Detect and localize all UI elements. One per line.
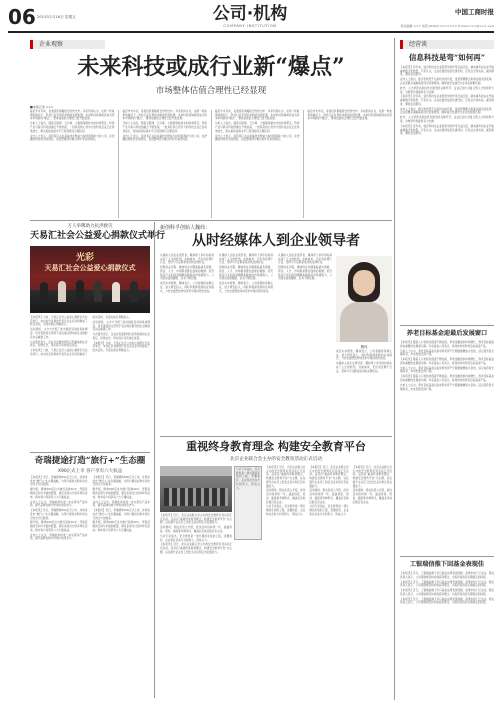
main-byline: ■本报记者 ××× (30, 105, 54, 109)
photo-banner-text: 光彩 (76, 253, 95, 263)
date-line: 2015年1月16日 星期五 (37, 15, 76, 19)
left-story1-body (30, 316, 150, 450)
left-story2-paragraph: 业内人士认为，奇瑞此举将进一步完善其产品布局，提升品牌在细分市场中的竞争力。 (30, 500, 88, 508)
portrait-face (353, 270, 375, 296)
divider (400, 325, 494, 326)
right-story2-paragraph: 【本报讯】随着人口老龄化程度不断加深，养老金融需求持续增长，养老目标基金迎来重要的发展窗口期。多家基金公司表示，将加快布局养老目标基金产品。 (400, 358, 494, 365)
main-subhead: 市场整体估值合理性已经显现 (155, 86, 267, 96)
main-paragraph: 分析人士指出，随着互联网、云计算、大数据等新技术的快速普及，传统产业与新兴科技的融合不断加深，一批具有核心竞争力的科技企业正在快速成长，相关板块估值水平已回到相对合理区间。 (215, 122, 300, 133)
left-story2-paragraph: 据介绍，捷途X90定位为旅行家族SUV，凭借宽敞的空间与丰富的配置，满足家庭出行的多样化需求。购车客户将享有六大专属权益。 (30, 521, 88, 532)
education-event-photo (160, 466, 232, 512)
feature-paragraph: 从媒体人到企业领导者，魏炜用十余年的时间完成了人生的转型。在她看来，无论身处哪个行业，坚持与专注都是成功的关键所在。 (278, 254, 332, 265)
right-story3-paragraph: 【本报讯】近日，工银瑞信旗下多只基金业绩表现亮眼，获得市场广泛关注。相关负责人表示，公司将继续坚持价值投资理念，为投资者创造长期稳定的回报。 (400, 580, 494, 588)
feature-body-continued (336, 350, 392, 434)
main-paragraph: 分析人士指出，随着互联网、云计算、大数据等新技术的快速普及，传统产业与新兴科技的融合不断加深，一批具有核心竞争力的科技企业正在快速成长，相关板块估值水平已回到相对合理区间。 (30, 122, 115, 133)
sidebar-quote (234, 466, 262, 540)
right-story2-title: 养老目标基金迎最后发展窗口 (406, 330, 488, 337)
right-story2-paragraph: 分析人士认为，养老目标基金以追求养老资产长期稳健增值为目的，适合投资者长期持有，未来发展空间广阔。 (400, 383, 494, 391)
left-story2-paragraph: 【本报讯】近日，奇瑞捷途X90正式上市，并同步发布“旅行+”生态圈战略，为用户提供从购车到出行的全方位服务。 (30, 476, 88, 487)
main-story-body (30, 110, 392, 218)
right-story1-paragraph: 【本报讯】近年来，信息科技在企业经营中的作用日益凸显，越来越多的企业开始重视数字化转型。专家认为，企业在推进信息化建设时，应结合自身实际，循序渐进，避免盲目跟风。 (400, 95, 494, 106)
section-subtitle: COMPANY INSTITUTION (223, 24, 277, 28)
right-story2-paragraph: 【本报讯】随着人口老龄化程度不断加深，养老金融需求持续增长，养老目标基金迎来重要的发展窗口期。多家基金公司表示，将加快布局养老目标基金产品。 (400, 341, 494, 348)
main-paragraph: 临近岁末年初，各类投资策略报告纷纷出炉。多家机构认为，在新一轮政策的推动下，科技行业有望迎来新的发展机遇，未来科技领域或将成为资本市场新的“爆点”，整体估值的合理性已经开始显现。 (215, 110, 300, 121)
right-story1-paragraph: 业内人士指出，数字化转型不仅是技术的升级，更是管理理念和商业模式的变革。企业需要从战略高度进行统筹规划，确保信息化建设与业务发展相匹配。 (400, 78, 494, 85)
main-paragraph: 临近岁末年初，各类投资策略报告纷纷出炉。多家机构认为，在新一轮政策的推动下，科技行业有望迎来新的发展机遇，未来科技领域或将成为资本市场新的“爆点”，整体估值的合理性已经开始显现。 (122, 110, 207, 121)
contact-info: 责任编辑 ××× 电话:(010)×××××××× E-mail:×××@×××.com (400, 24, 494, 28)
left-story2-paragraph: 【本报讯】近日，奇瑞捷途X90正式上市，并同步发布“旅行+”生态圈战略，为用户提供从购车到出行的全方位服务。 (92, 476, 150, 487)
main-paragraph: 业内人士表示，投资者应关注具备技术壁垒与持续盈利能力的公司，在把握结构性机会的同时，也需警惕部分概念炒作带来的风险。 (215, 134, 300, 142)
photo-banner-subtext: 天易汇社会公益爱心捐款仪式 (44, 263, 136, 272)
bottom-paragraph: 活动现场，相关负责人介绍，此次活动将持续一年，涵盖讲座、培训、演练等多种形式，覆盖北京地区数百家企业。 (160, 526, 232, 533)
portrait-caption: 魏炜 (360, 345, 368, 349)
left-story1-paragraph: 活动现场，主办方介绍了此次捐款活动的具体情况，所有善款将全部用于受灾地区群众的生活救助及灾后重建工作。 (30, 328, 88, 339)
feature-paragraph: 从媒体人到企业领导者，魏炜用十余年的时间完成了人生的转型。在她看来，无论身处哪个行业，坚持与专注都是成功的关键所在。 (336, 362, 392, 373)
portrait-body (340, 302, 388, 342)
sidebar-quote-text: 与会专家指出，安全教育是一项长期而系统的工程，需要政府、企业和社会各方共同努力，形成合力。 (236, 468, 260, 490)
main-paragraph: 分析人士指出，随着互联网、云计算、大数据等新技术的快速普及，传统产业与新兴科技的融合不断加深，一批具有核心竞争力的科技企业正在快速成长，相关板块估值水平已回到相对合理区间。 (122, 122, 207, 133)
bottom-paragraph: 活动现场，相关负责人介绍，此次活动将持续一年，涵盖讲座、培训、演练等多种形式，覆盖北京地区数百家企业。 (309, 489, 349, 504)
bottom-story-body-continued (266, 466, 392, 698)
feature-paragraph: 谈及未来规划，魏炜表示，公司将继续深耕主业，加大研发投入，同时积极探索新的业务模式，力争在激烈的市场竞争中保持领先地位。 (160, 282, 214, 293)
divider (160, 436, 392, 437)
left-story1-paragraph: 与会嘉宾表示，企业在发展的同时应积极承担社会责任，回馈社会，用实际行动传递正能量。 (92, 333, 150, 340)
bottom-paragraph: 【本报讯】近日，北京企业联合会主办的安全教育系列活动正式启动。活动以“重视终身教育理念，构建安全教育平台”为主题，旨在提升企业员工的安全意识和应急处置能力。 (309, 466, 349, 488)
feature-paragraph: 谈及未来规划，魏炜表示，公司将继续深耕主业，加大研发投入，同时积极探索新的业务模式，力争在激烈的市场竞争中保持领先地位。 (336, 350, 392, 361)
bottom-paragraph: 活动现场，相关负责人介绍，此次活动将持续一年，涵盖讲座、培训、演练等多种形式，覆盖北京地区数百家企业。 (352, 489, 392, 504)
bottom-paragraph: 【本报讯】近日，北京企业联合会主办的安全教育系列活动正式启动。活动以“重视终身教育理念，构建安全教育平台”为主题，旨在提升企业员工的安全意识和应急处置能力。 (160, 514, 232, 525)
left-story2-body (30, 476, 150, 698)
right-story1-paragraph: 业内人士指出，数字化转型不仅是技术的升级，更是管理理念和商业模式的变革。企业需要从战略高度进行统筹规划，确保信息化建设与业务发展相匹配。 (400, 107, 494, 115)
divider (30, 220, 392, 221)
main-paragraph: 临近岁末年初，各类投资策略报告纷纷出炉。多家机构认为，在新一轮政策的推动下，科技行业有望迎来新的发展机遇，未来科技领域或将成为资本市场新的“爆点”，整体估值的合理性已经开始显现。 (307, 110, 392, 121)
page-header (0, 0, 500, 32)
left-story1-kicker: 万人举牌助力抗洪救灾 (67, 224, 113, 229)
bottom-paragraph: 活动现场，相关负责人介绍，此次活动将持续一年，涵盖讲座、培训、演练等多种形式，覆盖北京地区数百家企业。 (266, 489, 306, 504)
left-story2-paragraph: 【本报讯】近日，奇瑞捷途X90正式上市，并同步发布“旅行+”生态圈战略，为用户提供从购车到出行的全方位服务。 (92, 509, 150, 520)
founder-portrait (336, 256, 392, 342)
bottom-paragraph: 【本报讯】近日，北京企业联合会主办的安全教育系列活动正式启动。活动以“重视终身教育理念，构建安全教育平台”为主题，旨在提升企业员工的安全意识和应急处置能力。 (266, 466, 306, 488)
column-divider (154, 222, 155, 698)
divider (30, 452, 150, 453)
section-tag-left: 企业观察 (30, 40, 105, 49)
bottom-story-body (160, 514, 232, 698)
left-story1-paragraph: 【本报讯】日前，天易汇社会公益爱心捐款仪式在京举行，来自社会各界的代表及企业家共同参加了此次活动，为受灾地区奉献爱心。 (92, 341, 150, 353)
right-story1-paragraph: 此外，人才培养也是信息化建设的关键环节，企业应加大对复合型人才的培养力度，为转型升级提供有力支撑。 (400, 86, 494, 94)
right-story2-body (400, 341, 494, 551)
main-paragraph: 业内人士表示，投资者应关注具备技术壁垒与持续盈利能力的公司，在把握结构性机会的同时，也需警惕部分概念炒作带来的风险。 (30, 134, 115, 142)
right-story3-paragraph: 【本报讯】近日，工银瑞信旗下多只基金业绩表现亮眼，获得市场广泛关注。相关负责人表示，公司将继续坚持价值投资理念，为投资者创造长期稳定的回报。 (400, 572, 494, 579)
divider (400, 556, 494, 557)
main-headline: 未来科技或成行业新“爆点” (77, 54, 345, 80)
right-story1-title: 信息科技是弯“如何再” (408, 53, 486, 62)
feature-headline: 从时经媒体人到企业领导者 (192, 233, 360, 249)
feature-paragraph: 回顾创业历程，魏炜坦言初期面临诸多困难，资金、人才、市场都是摆在面前的难题。但凭借对行业的深刻理解和敏锐的市场洞察力，公司逐步站稳脚跟，业务不断拓展。 (219, 266, 273, 281)
main-paragraph: 临近岁末年初，各类投资策略报告纷纷出炉。多家机构认为，在新一轮政策的推动下，科技行业有望迎来新的发展机遇，未来科技领域或将成为资本市场新的“爆点”，整体估值的合理性已经开始显现。 (30, 110, 115, 121)
right-story2-paragraph: 分析人士认为，养老目标基金以追求养老资产长期稳健增值为目的，适合投资者长期持有，未来发展空间广阔。 (400, 366, 494, 374)
left-story1-headline: 天易汇社会公益爱心捐款仪式举行 (30, 231, 166, 241)
right-story1-body (400, 66, 494, 322)
right-story2-paragraph: 【本报讯】随着人口老龄化程度不断加深，养老金融需求持续增长，养老目标基金迎来重要的发展窗口期。多家基金公司表示，将加快布局养老目标基金产品。 (400, 375, 494, 383)
left-story2-paragraph: 据介绍，捷途X90定位为旅行家族SUV，凭借宽敞的空间与丰富的配置，满足家庭出行的多样化需求。购车客户将享有六大专属权益。 (30, 488, 88, 499)
feature-kicker: 新创科孚创始人魏炜： (160, 225, 211, 231)
left-story2-headline: 奇瑞捷途打造“旅行+”生态圈 (34, 456, 146, 466)
feature-paragraph: 回顾创业历程，魏炜坦言初期面临诸多困难，资金、人才、市场都是摆在面前的难题。但凭借对行业的深刻理解和敏锐的市场洞察力，公司逐步站稳脚跟，业务不断拓展。 (278, 266, 332, 281)
bottom-paragraph: 与会专家指出，安全教育是一项长期而系统的工程，需要政府、企业和社会各方共同努力，形成合力。 (160, 534, 232, 542)
section-title: 公司·机构 (212, 4, 288, 24)
bottom-subhead: 北京企业联合会主办的安全教育活动正式启动 (230, 457, 322, 462)
left-story1-paragraph: 【本报讯】日前，天易汇社会公益爱心捐款仪式在京举行，来自社会各界的代表及企业家共同参加了此次活动，为受灾地区奉献爱心。 (30, 316, 88, 327)
right-story3-paragraph: 【本报讯】近日，工银瑞信旗下多只基金业绩表现亮眼，获得市场广泛关注。相关负责人表示，公司将继续坚持价值投资理念，为投资者创造长期稳定的回报。 (400, 597, 494, 605)
bottom-paragraph: 【本报讯】近日，北京企业联合会主办的安全教育系列活动正式启动。活动以“重视终身教育理念，构建安全教育平台”为主题，旨在提升企业员工的安全意识和应急处置能力。 (160, 543, 232, 554)
right-story1-paragraph: 此外，人才培养也是信息化建设的关键环节，企业应加大对复合型人才的培养力度，为转型升级提供有力支撑。 (400, 116, 494, 124)
left-story2-paragraph: 【本报讯】近日，奇瑞捷途X90正式上市，并同步发布“旅行+”生态圈战略，为用户提供从购车到出行的全方位服务。 (30, 509, 88, 520)
left-story1-paragraph: 与会嘉宾表示，企业在发展的同时应积极承担社会责任，回馈社会，用实际行动传递正能量。 (30, 340, 88, 348)
right-story1-paragraph: 【本报讯】近年来，信息科技在企业经营中的作用日益凸显，越来越多的企业开始重视数字化转型。专家认为，企业在推进信息化建设时，应结合自身实际，循序渐进，避免盲目跟风。 (400, 124, 494, 136)
bottom-paragraph: 与会专家指出，安全教育是一项长期而系统的工程，需要政府、企业和社会各方共同努力，形成合力。 (309, 505, 349, 516)
right-story2-paragraph: 分析人士认为，养老目标基金以追求养老资产长期稳健增值为目的，适合投资者长期持有，未来发展空间广阔。 (400, 349, 494, 357)
left-story1-paragraph: 【本报讯】日前，天易汇社会公益爱心捐款仪式在京举行，来自社会各界的代表及企业家共同参加了此次活动，为受灾地区奉献爱心。 (30, 316, 132, 356)
left-story2-paragraph: 业内人士认为，奇瑞此举将进一步完善其产品布局，提升品牌在细分市场中的竞争力。 (92, 500, 150, 508)
feature-paragraph: 回顾创业历程，魏炜坦言初期面临诸多困难，资金、人才、市场都是摆在面前的难题。但凭借对行业的深刻理解和敏锐的市场洞察力，公司逐步站稳脚跟，业务不断拓展。 (160, 266, 214, 281)
feature-paragraph: 从媒体人到企业领导者，魏炜用十余年的时间完成了人生的转型。在她看来，无论身处哪个行业，坚持与专注都是成功的关键所在。 (219, 254, 273, 265)
right-column-divider (394, 38, 395, 700)
bottom-paragraph: 与会专家指出，安全教育是一项长期而系统的工程，需要政府、企业和社会各方共同努力，形成合力。 (266, 505, 306, 516)
bottom-paragraph: 【本报讯】近日，北京企业联合会主办的安全教育系列活动正式启动。活动以“重视终身教育理念，构建安全教育平台”为主题，旨在提升企业员工的安全意识和应急处置能力。 (352, 466, 392, 488)
page-number: 06 (8, 5, 36, 29)
bottom-headline: 重视终身教育理念 构建安全教育平台 (186, 440, 366, 453)
main-paragraph: 业内人士表示，投资者应关注具备技术壁垒与持续盈利能力的公司，在把握结构性机会的同时，也需警惕部分概念炒作带来的风险。 (122, 134, 207, 142)
feature-paragraph: 从媒体人到企业领导者，魏炜用十余年的时间完成了人生的转型。在她看来，无论身处哪个行业，坚持与专注都是成功的关键所在。 (160, 254, 214, 265)
charity-event-photo (30, 246, 150, 313)
left-story1-paragraph: 活动现场，主办方介绍了此次捐款活动的具体情况，所有善款将全部用于受灾地区群众的生活救助及灾后重建工作。 (92, 320, 150, 332)
right-story3-paragraph: 【本报讯】近日，工银瑞信旗下多只基金业绩表现亮眼，获得市场广泛关注。相关负责人表示，公司将继续坚持价值投资理念，为投资者创造长期稳定的回报。 (400, 589, 494, 596)
right-story1-paragraph: 【本报讯】近年来，信息科技在企业经营中的作用日益凸显，越来越多的企业开始重视数字化转型。专家认为，企业在推进信息化建设时，应结合自身实际，循序渐进，避免盲目跟风。 (400, 66, 494, 77)
left-story2-paragraph: 据介绍，捷途X90定位为旅行家族SUV，凭借宽敞的空间与丰富的配置，满足家庭出行的多样化需求。购车客户将享有六大专属权益。 (92, 488, 150, 499)
header-rule (8, 31, 494, 33)
feature-body (160, 254, 332, 434)
newspaper-name: 中国工商时报 (455, 8, 494, 16)
left-story2-paragraph: 业内人士认为，奇瑞此举将进一步完善其产品布局，提升品牌在细分市场中的竞争力。 (30, 533, 88, 541)
right-story3-title: 工银瑞信推下回基金表现佳 (409, 561, 485, 568)
right-story3-body (400, 572, 494, 698)
section-tag-right: 经营谈 (400, 40, 494, 49)
feature-paragraph: 谈及未来规划，魏炜表示，公司将继续深耕主业，加大研发投入，同时积极探索新的业务模式，力争在激烈的市场竞争中保持领先地位。 (219, 282, 273, 293)
left-story2-subhead: X90正式上市 客户享有六大权益 (57, 469, 123, 474)
left-story2-paragraph: 据介绍，捷途X90定位为旅行家族SUV，凭借宽敞的空间与丰富的配置，满足家庭出行的多样化需求。购车客户将享有六大专属权益。 (92, 521, 150, 532)
